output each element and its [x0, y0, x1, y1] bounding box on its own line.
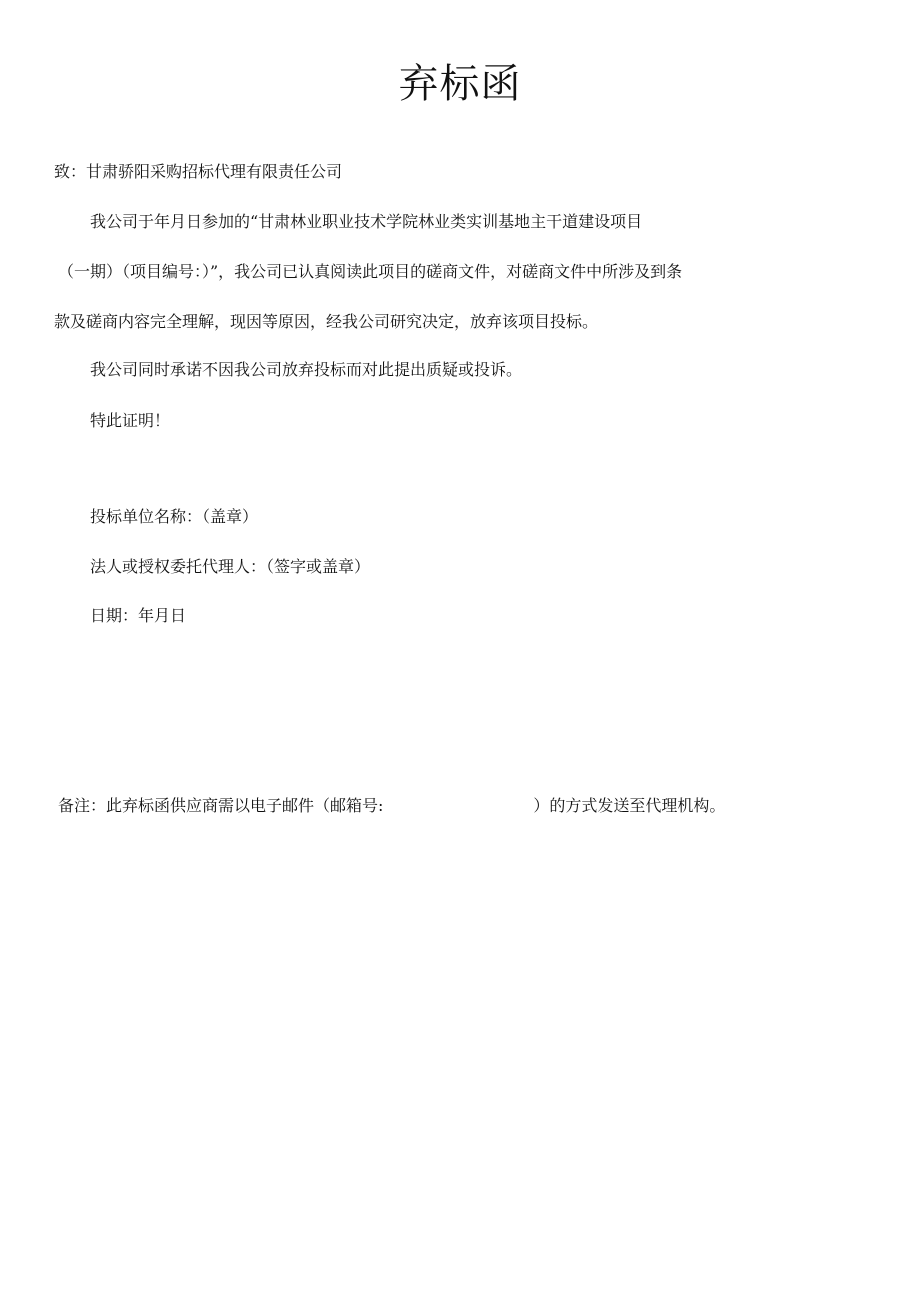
- note-suffix: ）的方式发送至代理机构。: [533, 796, 726, 815]
- body-paragraph-1-line-2: （一期）（项目编号：）”，我公司已认真阅读此项目的磋商文件，对磋商文件中所涉及到条: [58, 262, 683, 281]
- representative-line: 法人或授权委托代理人：（签字或盖章）: [90, 557, 371, 576]
- bidder-name-line: 投标单位名称：（盖章）: [90, 507, 259, 526]
- addressee-line: 致：甘肃骄阳采购招标代理有限责任公司: [54, 162, 343, 181]
- body-paragraph-2: 我公司同时承诺不因我公司放弃投标而对此提出质疑或投诉。: [90, 360, 523, 379]
- document-title: 弃标函: [398, 61, 522, 107]
- body-paragraph-3: 特此证明！: [90, 411, 171, 430]
- note-prefix: 备注：此弃标函供应商需以电子邮件（邮箱号:: [58, 796, 384, 815]
- body-paragraph-1-line-1: 我公司于年月日参加的“甘肃林业职业技术学院林业类实训基地主干道建设项目: [90, 212, 643, 231]
- date-line: 日期：年月日: [90, 606, 187, 625]
- note-line: [58, 796, 725, 816]
- body-paragraph-1-line-3: 款及磋商内容完全理解，现因等原因，经我公司研究决定，放弃该项目投标。: [54, 312, 599, 331]
